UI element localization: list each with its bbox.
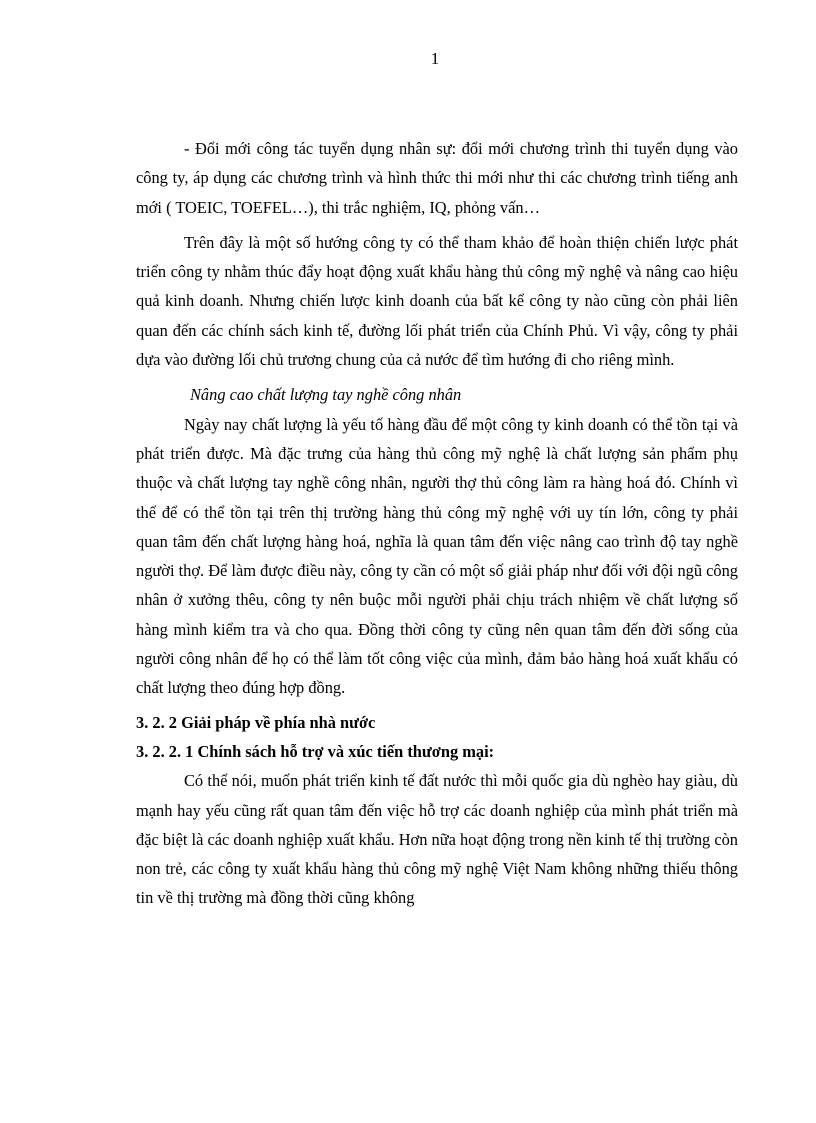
document-body	[136, 134, 738, 913]
paragraph-strategy-summary: Trên đây là một số hướng công ty có thể tham khảo để hoàn thiện chiến lược phát triển công ty nhằm thúc đẩy hoạt động xuất khẩu hàng thủ công mỹ nghệ và nâng cao hiệu quả kinh doanh. Nhưng chiến lược kinh doanh của bất kể công ty nào cũng còn phải liên quan đến các chính sách kinh tế, đường lối phát triển của Chính Phủ. Vì vậy, công ty phải dựa vào đường lối chủ trương chung của cả nước để tìm hướng đi cho riêng mình.	[136, 232, 738, 370]
section-heading-state-solutions: 3. 2. 2 Giải pháp về phía nhà nước	[136, 712, 376, 732]
paragraph-trade-support: Có thể nói, muốn phát triển kinh tế đất nước thì mỗi quốc gia dù nghèo hay giàu, dù mạnh hay yếu cũng rất quan tâm đến việc hỗ trợ các doanh nghiệp của mình phát triển mà đặc biệt là các doanh nghiệp xuất khẩu. Hơn nữa hoạt động trong nền kinh tế thị trường còn non trẻ, các công ty xuất khẩu hàng thủ công mỹ nghệ Việt Nam không những thiếu thông tin về thị trường mà đồng thời cũng không	[136, 771, 738, 908]
paragraph-recruitment-innovation: - Đổi mới công tác tuyển dụng nhân sự: đổi mới chương trình thi tuyển dụng vào công ty, áp dụng các chương trình và hình thức thi mới như thi các chương trình tiếng anh mới ( TOEIC, TOEFEL…), thi trắc nghiệm, IQ, phỏng vấn…	[136, 139, 738, 217]
subsection-heading-trade-promotion: 3. 2. 2. 1 Chính sách hỗ trợ và xúc tiến thương mại:	[136, 741, 495, 761]
paragraph-worker-quality: Ngày nay chất lượng là yếu tố hàng đầu để một công ty kinh doanh có thể tồn tại và phát triển được. Mà đặc trưng của hàng thủ công mỹ nghệ là chất lượng sản phẩm phụ thuộc và chất lượng tay nghề công nhân, người thợ thủ công làm ra hàng hoá đó. Chính vì thế để có thể tồn tại trên thị trường hàng thủ công mỹ nghệ với uy tín lớn, công ty phải quan tâm đến chất lượng hàng hoá, nghĩa là quan tâm đến việc nâng cao trình độ tay nghề người thợ. Để làm được điều này, công ty cần có một số giải pháp như đối với đội ngũ công nhân ở xưởng thêu, công ty nên buộc mỗi người phải chịu trách nhiệm về chất lượng số hàng mình kiểm tra và cho qua. Đồng thời công ty cũng nên quan tâm đến đời sống của người công nhân để họ có thể làm tốt công việc của mình, đảm bảo hàng hoá xuất khẩu có chất lượng theo đúng hợp đồng.	[136, 414, 738, 698]
page-number: 1	[430, 49, 440, 68]
italic-subheading-worker-skills: Nâng cao chất lượng tay nghề công nhân	[190, 385, 462, 405]
